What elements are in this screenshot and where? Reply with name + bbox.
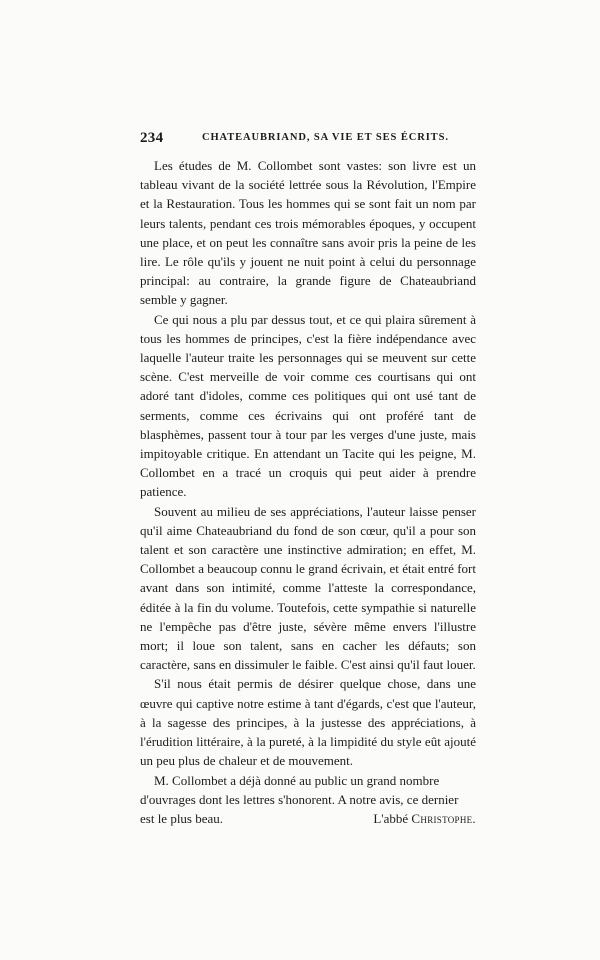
paragraph: Les études de M. Collombet sont vastes: son livre est un tableau vivant de la société lettrée sous la Révolution, l'Empire et la Restauration. Tous les hommes qui se sont fait un nom par leurs talents, pendant ces trois mémorables époques, y occupent une place, et on peut les connaître sans avoir pris la peine de les lire. Le rôle qu'ils y jouent ne nuit point à celui du personnage principal: au contraire, la grande figure de Chateaubriand semble y gagner. xyxy=(140,158,476,308)
paragraph: Ce qui nous a plu par dessus tout, et ce qui plaira sûrement à tous les hommes de principes, c'est la fière indépendance avec laquelle l'auteur traite les personnages qui se meuvent sur cette scène. C'est merveille de voir comme ces courtisans qui ont adoré tant d'idoles, comme ces politiques qui ont usé tant de serments, comme ces écrivains qui ont proféré tant de blasphèmes, passent tour à tour par les verges d'une juste, mais impitoyable critique. En attendant un Tacite qui les peigne, M. Collombet en a tracé un croquis qui peut aider à prendre patience. xyxy=(140,311,476,500)
signature-name: Christophe. xyxy=(411,810,476,826)
running-title: CHATEAUBRIAND, SA VIE ET SES ÉCRITS. xyxy=(202,132,449,143)
signature xyxy=(373,809,476,828)
paragraph: S'il nous était permis de désirer quelque chose, dans une œuvre qui captive notre estime à tant d'égards, c'est que l'auteur, à la sagesse des principes, à la justesse des appréciations, à l'érudition littéraire, à la pureté, à la limpidité du style eût ajouté un peu plus de chaleur et de mouvement. xyxy=(140,676,476,769)
page-header xyxy=(140,130,476,150)
closing-paragraph-text: M. Collombet a déjà donné au public un grand nombre d'ouvrages dont les lettres s'honorent. A notre avis, ce dernier est le plus beau. xyxy=(140,772,459,826)
closing-paragraph xyxy=(140,771,476,829)
page-number: 234 xyxy=(140,130,164,146)
body-text xyxy=(140,156,476,828)
signature-prefix: L'abbé xyxy=(373,810,412,826)
paragraph: Souvent au milieu de ses appréciations, l'auteur laisse penser qu'il aime Chateaubriand du fond de son cœur, qu'il a pour son talent et son caractère une instinctive admiration; en effet, M. Collombet a beaucoup connu le grand écrivain, et était entré fort avant dans son intimité, comme l'atteste la correspondance, éditée à la fin du volume. Toutefois, cette sympathie si naturelle ne l'empêche pas d'être juste, sévère même envers l'illustre mort; il loue son talent, sans en cacher les défauts; son caractère, sans en dissimuler le faible. C'est ainsi qu'il faut louer. xyxy=(140,503,476,673)
